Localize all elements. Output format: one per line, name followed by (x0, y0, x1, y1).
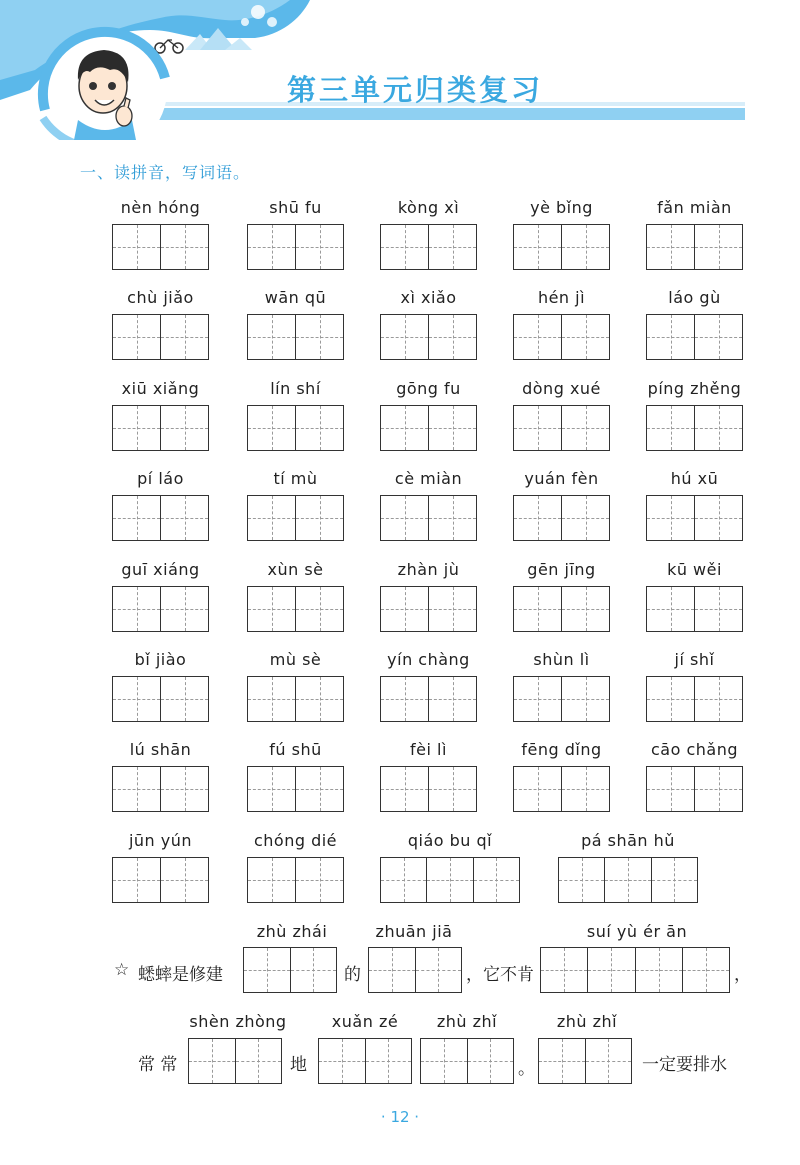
sentence2-pinyin-1: shèn zhòng (189, 1012, 287, 1031)
pinyin-label: lú shān (129, 740, 192, 760)
pinyin-label: guī xiáng (121, 559, 200, 579)
writing-box[interactable] (513, 405, 610, 451)
writing-box[interactable] (112, 495, 209, 541)
pinyin-label: cè miàn (394, 469, 463, 489)
pinyin-label: hén jì (537, 288, 586, 308)
pinyin-label: jí shǐ (674, 650, 715, 669)
sentence1-pinyin-1: zhù zhái (256, 922, 328, 941)
pinyin-label: píng zhěng (647, 378, 742, 398)
pinyin-label: yín chàng (387, 650, 470, 669)
answer-box-shenzhong[interactable] (188, 1038, 282, 1084)
writing-box[interactable] (380, 405, 477, 451)
pinyin-label: fēng dǐng (521, 740, 602, 760)
pinyin-label: fú shū (269, 740, 322, 760)
sentence2-text-period: 。 (518, 1059, 535, 1079)
writing-box[interactable] (380, 676, 477, 722)
pinyin-label: bǐ jiào (134, 650, 187, 669)
pinyin-label: qiáo bu qǐ (407, 830, 493, 850)
sentence2-text-di: 地 (290, 1055, 307, 1075)
writing-box[interactable] (646, 766, 743, 812)
answer-box-xuanze[interactable] (318, 1038, 412, 1084)
pinyin-label: lín shí (270, 378, 321, 398)
pinyin-label: chóng dié (253, 830, 338, 850)
pinyin-label: pí láo (137, 469, 184, 489)
pinyin-label: hú xū (670, 469, 719, 489)
pinyin-label: fǎn miàn (657, 198, 732, 217)
writing-box[interactable] (380, 314, 477, 360)
sentence1-pinyin-3: suí yù ér ān (586, 922, 688, 941)
writing-box[interactable] (380, 857, 520, 903)
writing-box[interactable] (112, 676, 209, 722)
writing-box[interactable] (513, 766, 610, 812)
writing-box[interactable] (513, 314, 610, 360)
writing-box[interactable] (380, 495, 477, 541)
writing-box[interactable] (112, 224, 209, 270)
writing-box[interactable] (247, 495, 344, 541)
pinyin-label: xùn sè (267, 559, 324, 579)
answer-box-zhuzhi-1[interactable] (420, 1038, 514, 1084)
star-mark: ☆ (114, 960, 130, 980)
pinyin-label: jūn yún (128, 830, 193, 850)
writing-box[interactable] (247, 586, 344, 632)
writing-box[interactable] (646, 495, 743, 541)
sentence1-pinyin-2: zhuān jiā (375, 922, 453, 941)
writing-box[interactable] (646, 405, 743, 451)
writing-box[interactable] (247, 676, 344, 722)
pinyin-label: yuán fèn (524, 469, 599, 489)
pinyin-label: shū fu (269, 198, 322, 217)
writing-box[interactable] (513, 495, 610, 541)
pinyin-label: tí mù (273, 469, 318, 489)
writing-box[interactable] (247, 314, 344, 360)
pinyin-label: dòng xué (522, 378, 601, 398)
writing-box[interactable] (112, 766, 209, 812)
sentence1-text-mid: ，它不肯 (466, 965, 534, 985)
answer-box-zhuzhai[interactable] (243, 947, 337, 993)
pinyin-label: nèn hóng (120, 198, 201, 217)
sentence2-pinyin-3: zhù zhǐ (436, 1012, 498, 1031)
writing-box[interactable] (513, 224, 610, 270)
writing-box[interactable] (646, 586, 743, 632)
pinyin-label: chù jiǎo (127, 288, 194, 308)
sentence2-text-start: 常 常 (138, 1055, 178, 1075)
writing-box[interactable] (247, 224, 344, 270)
answer-box-zhuzhi-2[interactable] (538, 1038, 632, 1084)
sentence1-text-start: 蟋蟀是修建 (138, 965, 223, 985)
pinyin-label: zhàn jù (397, 559, 460, 579)
writing-box[interactable] (112, 586, 209, 632)
page-number: · 12 · (380, 1108, 420, 1126)
writing-box[interactable] (247, 766, 344, 812)
pinyin-label: kòng xì (397, 198, 460, 217)
pinyin-label: pá shān hǔ (581, 830, 675, 850)
writing-box[interactable] (247, 857, 344, 903)
pinyin-label: yè bǐng (530, 198, 593, 217)
writing-box[interactable] (112, 314, 209, 360)
answer-box-suiyueran[interactable] (540, 947, 730, 993)
writing-box[interactable] (247, 405, 344, 451)
sentence1-text-end: ， (734, 965, 751, 985)
pinyin-label: gōng fu (396, 378, 461, 398)
pinyin-label: láo gù (668, 288, 721, 308)
pinyin-label: kū wěi (667, 559, 722, 579)
sentence2-text-end: 一定要排水 (642, 1055, 727, 1075)
sentence2-pinyin-4: zhù zhǐ (556, 1012, 618, 1031)
pinyin-label: fèi lì (410, 740, 447, 760)
writing-box[interactable] (646, 314, 743, 360)
writing-box[interactable] (558, 857, 698, 903)
writing-box[interactable] (380, 586, 477, 632)
pinyin-label: xiū xiǎng (121, 378, 200, 398)
answer-box-zhuanjia[interactable] (368, 947, 462, 993)
writing-box[interactable] (112, 857, 209, 903)
pinyin-label: mù sè (269, 650, 322, 669)
pinyin-label: xì xiǎo (400, 288, 457, 308)
pinyin-label: shùn lì (533, 650, 590, 669)
writing-box[interactable] (513, 586, 610, 632)
page-title: 第三单元归类复习 (286, 73, 543, 107)
pinyin-label: wān qū (264, 288, 327, 308)
writing-box[interactable] (646, 224, 743, 270)
pinyin-label: cāo chǎng (650, 740, 738, 760)
writing-box[interactable] (380, 224, 477, 270)
section-heading: 一、读拼音，写词语。 (80, 163, 251, 182)
sentence1-text-de: 的 (344, 965, 361, 985)
sentence2-pinyin-2: xuǎn zé (331, 1012, 399, 1031)
writing-box[interactable] (112, 405, 209, 451)
writing-box[interactable] (380, 766, 477, 812)
writing-box[interactable] (513, 676, 610, 722)
pinyin-label: gēn jīng (527, 559, 596, 579)
writing-box[interactable] (646, 676, 743, 722)
